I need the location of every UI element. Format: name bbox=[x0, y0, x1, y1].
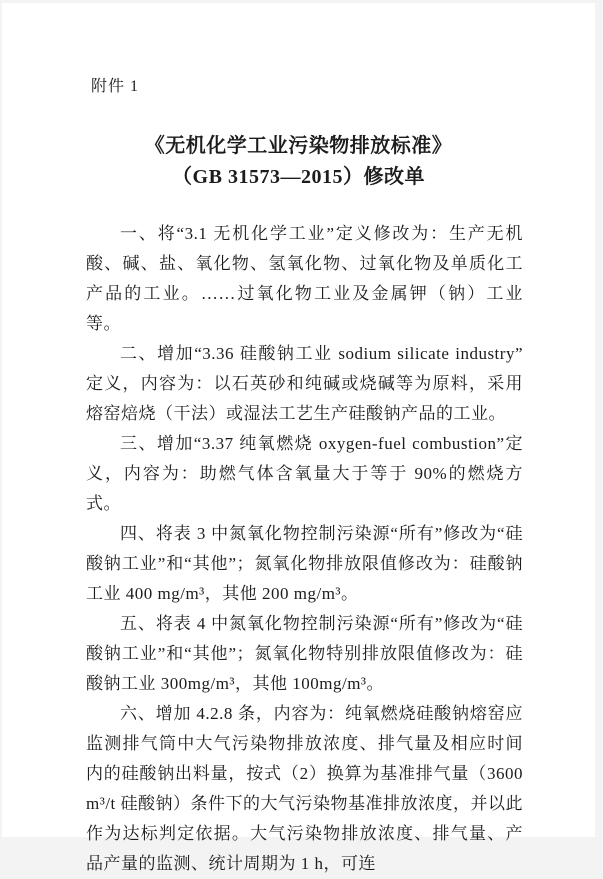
paragraph-6-clause-428-monitoring: 六、增加 4.2.8 条，内容为：纯氧燃烧硅酸钠熔窑应监测排气筒中大气污染物排放浓度、排气量及相应时间内的硅酸钠出料量，按式（2）换算为基准排气量（3600 m³/t 硅酸钠）条件下的大气污染物基准排放浓度，并以此作为达标判定依据。大气污染物排放浓度、排气量、产品产量的监测、统计周期为 1 h，可连 bbox=[86, 704, 524, 873]
document-title-line-1: 《无机化学工业污染物排放标准》 bbox=[144, 135, 453, 157]
paragraph-3-definition-oxygen-fuel-combustion: 三、增加“3.37 纯氧燃烧 oxygen-fuel combustion”定义，内容为：助燃气体含氧量大于等于 90%的燃烧方式。 bbox=[86, 434, 523, 513]
paragraph-1-definition-inorganic-chemical-industry: 一、将“3.1 无机化学工业”定义修改为：生产无机酸、碱、盐、氧化物、氢氧化物、过氧化物及单质化工产品的工业。……过氧化物工业及金属钾（钠）工业等。 bbox=[86, 224, 523, 333]
document-title bbox=[2, 131, 595, 193]
paragraph-5-table4-nox-special-limits: 五、将表 4 中氮氧化物控制污染源“所有”修改为“硅酸钠工业”和“其他”；氮氧化物特别排放限值修改为：硅酸钠工业 300mg/m³，其他 100mg/m³。 bbox=[86, 614, 523, 693]
paragraph-2-definition-sodium-silicate-industry: 二、增加“3.36 硅酸钠工业 sodium silicate industry”定义，内容为：以石英砂和纯碱或烧碱等为原料，采用熔窑焙烧（干法）或湿法工艺生产硅酸钠产品的工业。 bbox=[86, 344, 523, 423]
document-page bbox=[2, 3, 595, 873]
attachment-label: 附件 1 bbox=[91, 78, 140, 95]
paragraph-4-table3-nox-limits: 四、将表 3 中氮氧化物控制污染源“所有”修改为“硅酸钠工业”和“其他”；氮氧化物排放限值修改为：硅酸钠工业 400 mg/m³，其他 200 mg/m³。 bbox=[86, 524, 523, 603]
document-title-line-2: （GB 31573—2015）修改单 bbox=[172, 166, 425, 188]
document-body bbox=[86, 219, 523, 879]
